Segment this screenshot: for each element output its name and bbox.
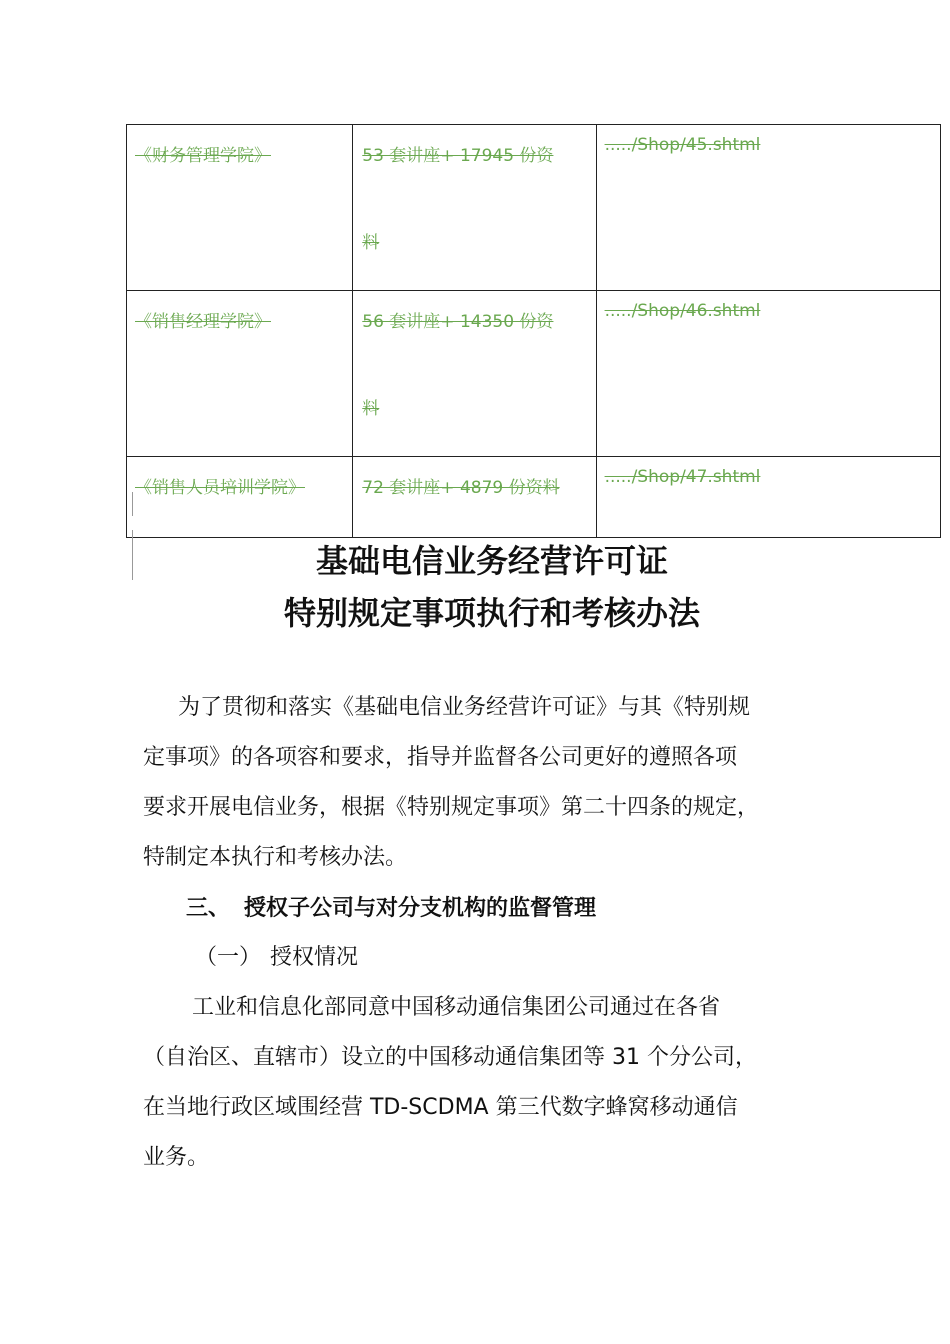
course-count-line1: 53 套讲座+ 17945 份资 [362, 146, 554, 166]
table-cell-count [353, 291, 596, 457]
course-count-line1: 56 套讲座+ 14350 份资 [362, 312, 554, 332]
intro-paragraph-line: 定事项》的各项容和要求，指导并监督各公司更好的遵照各项 [143, 745, 738, 770]
subsection-number: （一） [195, 945, 262, 970]
course-count-line2: 料 [362, 399, 380, 419]
table-cell-url [596, 457, 940, 538]
subsection-heading: 授权情况 [270, 945, 359, 970]
body-paragraph-line: 业务。 [143, 1145, 210, 1170]
course-link[interactable]: 《财务管理学院》 [135, 146, 271, 166]
table-row [127, 125, 941, 291]
table-cell-name [127, 457, 353, 538]
section-heading: 授权子公司与对分支机构的监督管理 [244, 896, 597, 921]
resource-table [126, 124, 941, 538]
table-cell-count [353, 457, 596, 538]
shop-url-link[interactable]: ...../Shop/45.shtml [604, 135, 761, 155]
document-title-line2: 特别规定事项执行和考核办法 [283, 594, 700, 632]
margin-rule [132, 492, 133, 516]
course-link[interactable]: 《销售经理学院》 [135, 312, 271, 332]
table-row [127, 457, 941, 538]
table-cell-name [127, 125, 353, 291]
table-cell-url [596, 291, 940, 457]
table-row [127, 291, 941, 457]
course-count-line1: 72 套讲座+ 4879 份资料 [362, 478, 560, 498]
shop-url-link[interactable]: ...../Shop/46.shtml [604, 301, 761, 321]
course-link[interactable]: 《销售人员培训学院》 [135, 478, 305, 498]
body-paragraph-line: 在当地行政区域围经营 TD-SCDMA 第三代数字蜂窝移动通信 [143, 1095, 738, 1120]
table-cell-name [127, 291, 353, 457]
intro-paragraph-line: 要求开展电信业务，根据《特别规定事项》第二十四条的规定， [143, 795, 760, 820]
table-cell-url [596, 125, 940, 291]
shop-url-link[interactable]: ...../Shop/47.shtml [604, 467, 761, 487]
intro-paragraph-line: 为了贯彻和落实《基础电信业务经营许可证》与其《特别规 [178, 695, 751, 720]
body-paragraph-line: 工业和信息化部同意中国移动通信集团公司通过在各省 [192, 995, 721, 1020]
section-number: 三、 [186, 896, 231, 921]
intro-paragraph-line: 特制定本执行和考核办法。 [143, 845, 408, 870]
course-count-line2: 料 [362, 233, 380, 253]
document-title-line1: 基础电信业务经营许可证 [315, 542, 668, 580]
body-paragraph-line: （自治区、直辖市）设立的中国移动通信集团等 31 个分公司， [143, 1045, 757, 1070]
table-cell-count [353, 125, 596, 291]
